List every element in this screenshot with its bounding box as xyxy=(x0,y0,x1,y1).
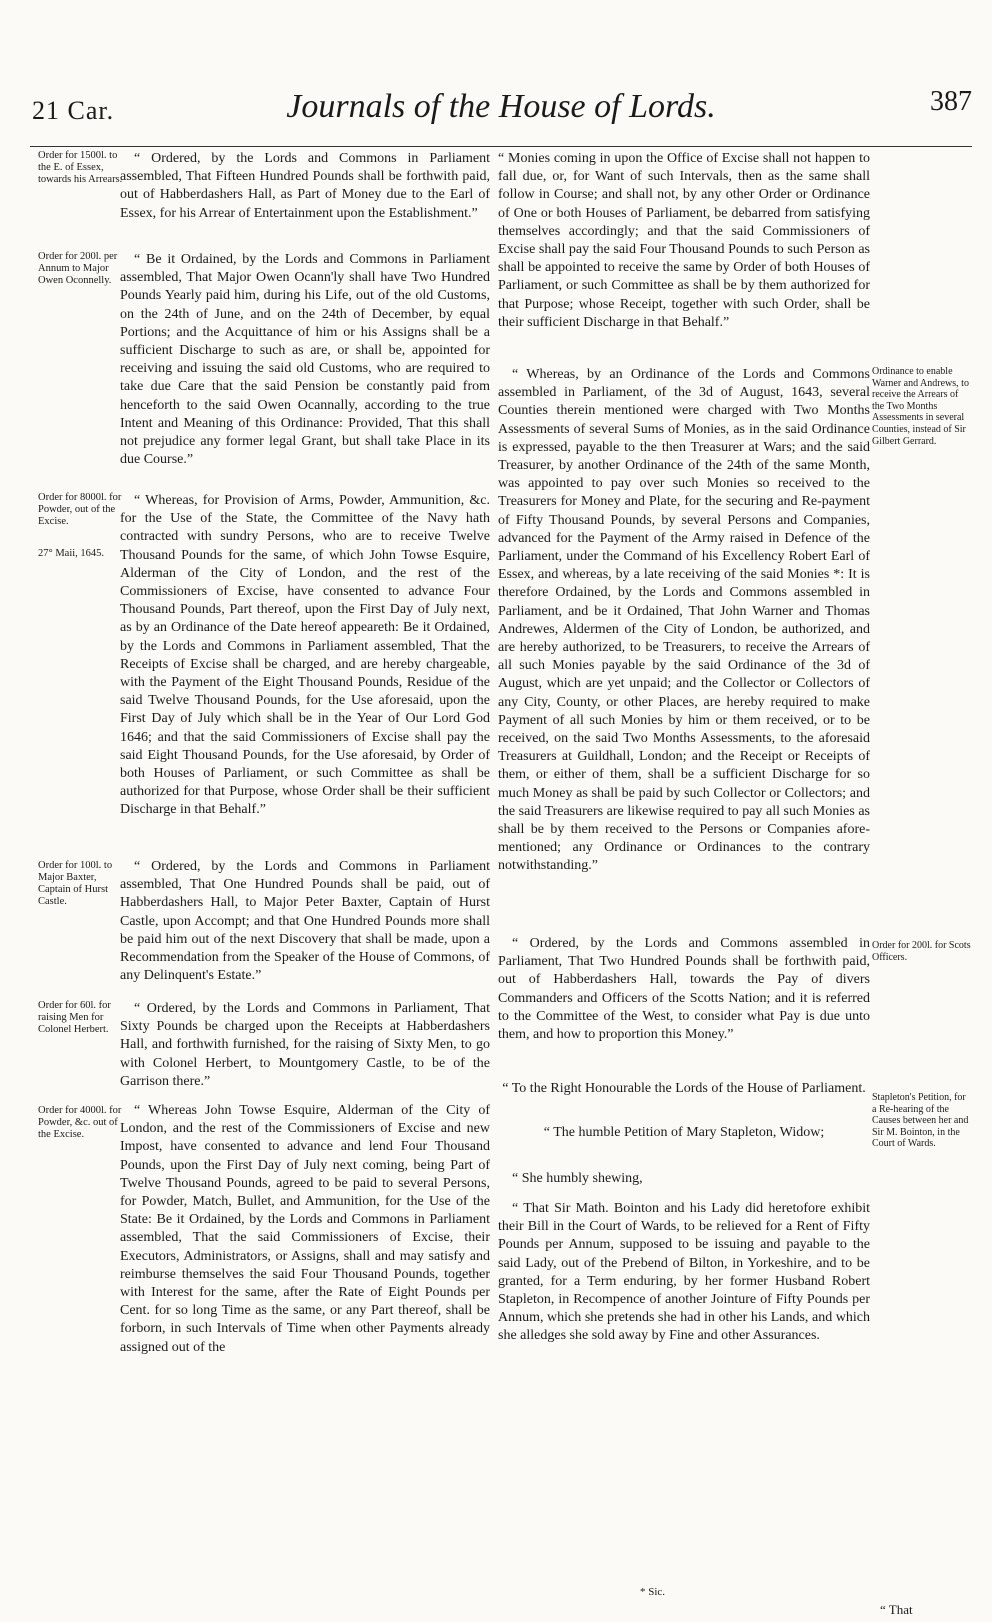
header-regnal-year: 21 Car. xyxy=(32,96,115,125)
margin-note: Order for 100l. to Major Baxter, Captain of Hurst Castle. xyxy=(38,860,113,907)
paragraph: “ Ordered, by the Lords and Commons in Parliament assembled, That Fifteen Hundred Pounds shall be forthwith paid, out of Habberdashers Hall, as Part of Money due to the Earl of Essex, for his Arrear of Entertainment upon the Establishment.” xyxy=(120,151,490,221)
margin-note: Order for 60l. for raising Men for Colonel Herbert. xyxy=(38,1000,111,1035)
margin-note: Order for 200l. for Scots Officers. xyxy=(872,940,971,963)
margin-note: Order for 200l. per Annum to Major Owen Oconnelly. xyxy=(38,251,118,286)
footnote: * Sic. xyxy=(640,1586,666,1598)
margin-note: Order for 8000l. for Powder, out of the Excise. xyxy=(38,492,122,527)
paragraph: “ Ordered, by the Lords and Commons assembled in Parliament, That Two Hundred Pounds shall be forthwith paid, out of Habberdashers Hall, towards the Pay of divers Commanders and Officers of the Scotts Nation; and it is referred to the Committee of the West, to consider what Pay is due unto them, and how to proportion this Money.” xyxy=(498,936,870,1043)
margin-note-date: 27° Maii, 1645. xyxy=(38,548,105,559)
paragraph: “ That Sir Math. Bointon and his Lady did heretofore exhibit their Bill in the Court of Wards, to be relieved for a Rent of Fifty Pounds per Annum, supposed to be issuing and payable to the said Lady, out of the Prebend of Bilton, in Yorkeshire, and to be granted, for a Term enduring, by her former Husband Robert Stapleton, in Recompence of another Jointure of Fifty Pounds per Annum, which she pretends she had in other his Lands, and which she alledges she sold away by Fine and other Assurances. xyxy=(498,1201,870,1344)
petition-address: “ To the Right Honourable the Lords of the House of Parliament. xyxy=(502,1081,866,1096)
paragraph: “ Ordered, by the Lords and Commons in Parliament, That Sixty Pounds be charged upon the Receipts at Habberdashers Hall, and forthwith furnished, for the raising of Sixty Men, to go with Colonel Herbert, to Mountgomery Castle, to be of the Garrison there.” xyxy=(120,1001,490,1089)
margin-note: Ordinance to enable Warner and Andrews, to receive the Arrears of the Two Months Assessments in several Counties, instead of Sir Gilbert Gerrard. xyxy=(872,366,969,447)
margin-note: Order for 1500l. to the E. of Essex, towards his Arrears. xyxy=(38,150,123,185)
page-number: 387 xyxy=(930,86,972,117)
header-title: Journals of the House of Lords. xyxy=(286,88,716,125)
paragraph: “ Ordered, by the Lords and Commons in Parliament assembled, That One Hundred Pounds shall be paid, out of Habberdashers Hall, to Major Peter Baxter, Captain of Hurst Castle, upon Accompt; and that One Hundred Pounds more shall be paid him out of the next Discovery that shall be made, upon a Recommendation from the Speaker of the House of Commons, of any Delinquent's Estate.” xyxy=(120,859,490,984)
paragraph: “ Be it Ordained, by the Lords and Commons in Parliament assembled, That Major Owen Ocann'ly shall have Two Hundred Pounds Yearly paid him, during his Life, out of the old Customs, on the 24th of June, and on the 24th of December, by equal Portions; and the Acquittance of him or his Assigns shall be a sufficient Discharge to such as are, or shall be, appointed for receiving and issuing the said old Customs, who are required to take due Care that the said Pension be constantly paid from henceforth to the said Owen Ocannally, according to the true Intent and Meaning of this Ordinance: Provided, That this shall not prejudice any former legal Grant, but shall take Place in its due Course.” xyxy=(120,252,490,468)
paragraph: “ Whereas, for Provision of Arms, Powder, Ammunition, &c. for the Use of the State, the Committee of the Navy hath contracted with sundry Persons, who are to receive Twelve Thousand Pounds for the same, of which John Towse Esquire, Alderman of the City of London, and the rest of the Commissioners of Excise, have consented to advance Four Thousand Pounds, Part thereof, upon the First Day of July next, as by an Ordinance of the Date hereof appeareth: Be it Ordained, by the Lords and Commons in Parliament assembled, That the Receipts of Excise shall be charged, and are hereby chargeable, with the Payment of the Eight Thousand Pounds, Residue of the said Twelve Thousand Pounds, for the Use aforesaid, upon the First Day of July which shall be in the Year of Our Lord God 1646; and that the said Commissioners of Excise shall pay the said Eight Thousand Pounds, for the Use aforesaid, by Order of both Houses of Parliament, or such Committee as shall be authorized for that Purpose, whose Order shall be their sufficient Discharge in that Behalf.” xyxy=(120,493,490,818)
paragraph: “ Whereas, by an Ordinance of the Lords and Commons assembled in Parliament, of the 3d of August, 1643, several Counties therein mentioned were charged with Two Months Assessments of several Sums of Monies, as in the said Ordinance is expressed, payable to the then Treasurer at Wars; and the said Treasurer, by another Ordinance of the 24th of the same Month, was appointed to pay over such Monies so received to the Treasurers for Money and Plate, for the securing and Re-payment of Fifty Thousand Pounds, by several Persons and Companies, advanced for the Payment of the Army raised in Defence of the Parliament, under the Command of his Excellency Robert Earl of Essex, and whereas, by a late receiving of the said Monies *: It is therefore Ordained, by the Lords and Commons assembled in Parliament, and be it Ordained, That John Warner and Thomas Andrewes, Aldermen of the City of London, be authorized, and are hereby authorized, to be Treasurers, to receive the Arrears of all such Monies payable by the said Ordinance of the 3d of August, which are yet unpaid; and the Collector or Collectors of any City, County, or other Places, are hereby required to make Payment of all such Monies by him or them received, or to be received, on the said Two Months Assessments, to the aforesaid Treasurers at Guildhall, London; and the Receipt or Receipts of them, or either of them, shall be a sufficient Discharge for so much Money as shall be paid by such Collector or Collectors; and the said Treasurers are likewise required to pay all such Monies as shall be by them received to the Persons or Companies afore-mentioned; any Ordinance or Ordinances to the contrary notwithstanding.” xyxy=(498,367,870,874)
margin-note: Order for 4000l. for Powder, &c. out of the Excise. xyxy=(38,1105,122,1140)
margin-note: Stapleton's Petition, for a Re-hearing of the Causes between her and Sir M. Bointon, in the Court of Wards. xyxy=(872,1092,969,1150)
paragraph: “ Monies coming in upon the Office of Excise shall not happen to fall due, or, for Want of such Intervals, then as the same shall follow in Course; and shall not, by any other Order or Ordinance of One or both Houses of Parliament, be debarred from satisfying themselves accordingly; and that the said Commissioners of Excise shall pay the said Four Thousand Pounds to such Person as shall be appointed to receive the same by Order of both Houses of Parliament, or such Committee as shall be by them authorized for that Purpose; whose Receipt, together with such Order, shall be their sufficient Discharge in that Behalf.” xyxy=(498,151,870,330)
catchword: “ That xyxy=(880,1602,913,1617)
running-header xyxy=(30,88,972,136)
header-rule xyxy=(30,146,972,147)
petition-title: “ The humble Petition of Mary Stapleton, Widow; xyxy=(543,1125,825,1140)
paragraph: “ Whereas John Towse Esquire, Alderman of the City of London, and the rest of the Commissioners of Excise and new Impost, have consented to advance and lend Four Thousand Pounds, upon the First Day of July next coming, being Part of Twelve Thousand Pounds, agreed to be paid to several Persons, for Powder, Match, Bullet, and Ammunition, for the Use of the State: Be it Ordained, by the Lords and Commons in Parliament assembled, That the said Commissioners of Excise, their Executors, Administrators, or Assigns, shall and may satisfy and reimburse themselves the said Four Thousand Pounds, together with Interest for the same, after the Rate of Eight Pounds per Cent. for so long Time as the same, or any Part thereof, shall be forborn, in such Intervals of Time when other Payments already assigned out of the xyxy=(120,1103,490,1355)
petition-shewing: “ She humbly shewing, xyxy=(512,1171,643,1186)
